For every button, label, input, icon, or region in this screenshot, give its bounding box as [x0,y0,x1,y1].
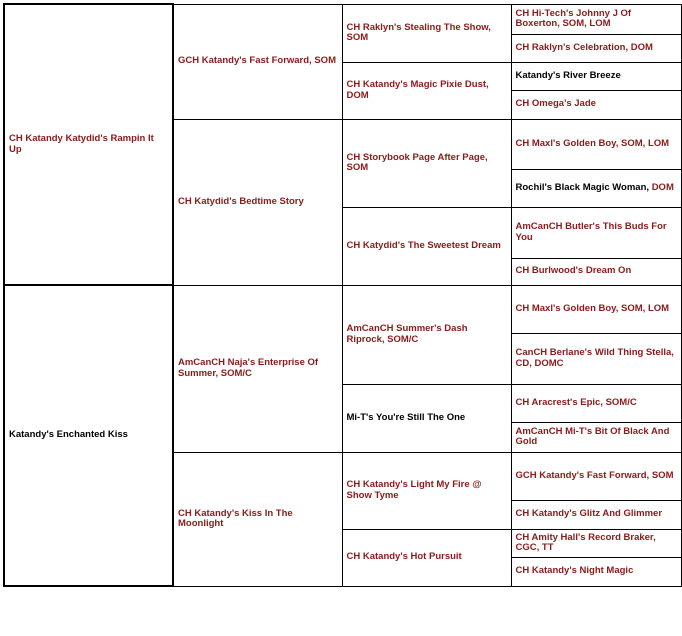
gen4-11: CH Aracrest's Epic, SOM/C [511,384,681,422]
gen4-6-suffix: DOM [651,181,674,193]
gen3-2: CH Katandy's Magic Pixie Dust, DOM [342,62,511,119]
gen3-4: CH Katydid's The Sweetest Dream [342,207,511,285]
gen3-5: AmCanCH Summer's Dash Riprock, SOM/C [342,285,511,384]
pedigree-table [3,3,682,587]
gen4-13: GCH Katandy's Fast Forward, SOM [511,452,681,500]
gen4-5: CH Maxl's Golden Boy, SOM, LOM [511,119,681,169]
gen4-10: CanCH Berlane's Wild Thing Stella, CD, DOMC [511,333,681,384]
gen4-6-name: Rochil's Black Magic Woman, [515,181,650,193]
dam-sire: AmCanCH Naja's Enterprise Of Summer, SOM/C [173,285,342,452]
gen4-15: CH Amity Hall's Record Braker, CGC, TT [511,529,681,557]
dam-dam: CH Katandy's Kiss In The Moonlight [173,452,342,586]
gen4-14: CH Katandy's Glitz And Glimmer [511,500,681,529]
gen4-12: AmCanCH Mi-T's Bit Of Black And Gold [511,422,681,452]
gen3-3: CH Storybook Page After Page, SOM [342,119,511,207]
gen3-1: CH Raklyn's Stealing The Show, SOM [342,4,511,62]
sire-dam: CH Katydid's Bedtime Story [173,119,342,285]
dam: Katandy's Enchanted Kiss [4,285,173,586]
gen4-6 [511,169,681,207]
gen3-6: Mi-T's You're Still The One [342,384,511,452]
gen4-4: CH Omega's Jade [511,90,681,119]
gen4-3: Katandy's River Breeze [511,62,681,90]
gen3-7: CH Katandy's Light My Fire @ Show Tyme [342,452,511,529]
gen4-8: CH Burlwood's Dream On [511,258,681,285]
gen4-1: CH Hi-Tech's Johnny J Of Boxerton, SOM, LOM [511,4,681,34]
gen3-8: CH Katandy's Hot Pursuit [342,529,511,586]
sire: CH Katandy Katydid's Rampin It Up [4,4,173,285]
sire-sire: GCH Katandy's Fast Forward, SOM [173,4,342,119]
gen4-7: AmCanCH Butler's This Buds For You [511,207,681,258]
gen4-9: CH Maxl's Golden Boy, SOM, LOM [511,285,681,333]
gen4-16: CH Katandy's Night Magic [511,557,681,586]
gen4-2: CH Raklyn's Celebration, DOM [511,34,681,62]
